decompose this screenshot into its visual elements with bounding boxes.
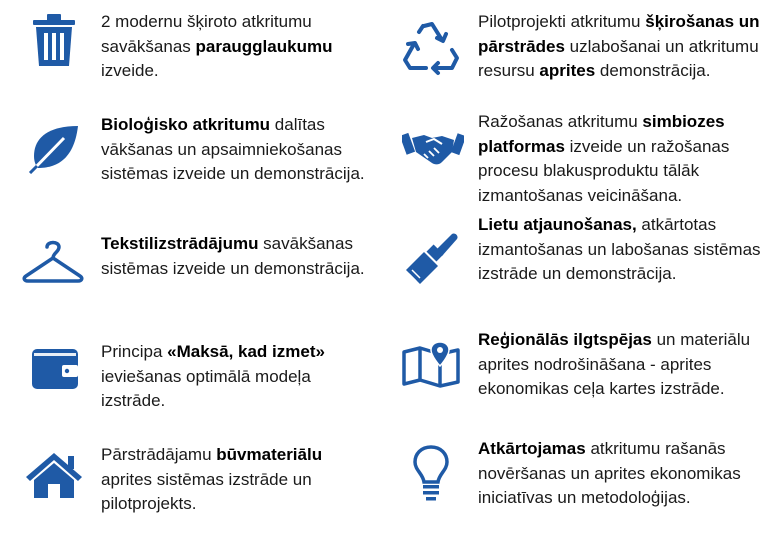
- map-pin-icon: [400, 340, 462, 388]
- text-part: uzlabošanai un atkritumu resursu: [478, 36, 759, 80]
- text-part-bold: Atkārtojamas: [478, 439, 586, 458]
- leaf-icon: [28, 124, 80, 174]
- handshake-icon: [402, 130, 464, 168]
- text-part-bold: «Maksā, kad izmet»: [167, 342, 325, 361]
- text-part: demonstrācija.: [595, 61, 711, 80]
- text-part: savākšanas sistēmas izveide un demonstrācija.: [101, 234, 365, 278]
- house-icon: [24, 450, 84, 500]
- text-part: izveide.: [101, 61, 159, 80]
- text-part: izveide un ražošanas procesu blakusproduktu tālāk izmantošanas veicināšana.: [478, 136, 730, 205]
- clothes-hanger-icon: [22, 238, 84, 284]
- text-part-bold: šķirošanas un pārstrādes: [478, 12, 760, 56]
- item-text: [478, 213, 778, 287]
- item-text: [478, 10, 778, 84]
- text-part: aprites sistēmas izstrāde un pilotprojekts.: [101, 469, 312, 513]
- item-text: [101, 443, 371, 517]
- text-part: Pilotprojekti atkritumu: [478, 12, 646, 31]
- item-text: [101, 232, 391, 281]
- text-part-bold: paraugglaukumu: [195, 36, 333, 56]
- text-part: Pārstrādājamu: [101, 445, 217, 464]
- paint-brush-icon: [402, 232, 460, 286]
- wallet-icon: [30, 347, 80, 391]
- text-part: dalītas vākšanas un apsaimniekošanas sistēmas izveide un demonstrācija.: [101, 115, 365, 183]
- text-part-bold: būvmateriālu: [216, 445, 323, 464]
- text-part-bold: Tekstilizstrādājumu: [101, 234, 259, 253]
- text-part: atkritumu rašanās novēršanas un aprites ekonomikas iniciatīvas un metodoloģijas.: [478, 439, 741, 507]
- item-text: [478, 110, 778, 208]
- text-part: Ražošanas atkritumu: [478, 112, 643, 131]
- text-part: Principa: [101, 342, 168, 361]
- light-bulb-icon: [412, 444, 450, 502]
- text-part-bold: aprites: [539, 61, 596, 80]
- text-part-bold: Reģionālās ilgtspējas: [478, 330, 652, 349]
- item-text: [101, 340, 371, 414]
- text-part-bold: simbiozes platformas: [478, 112, 725, 156]
- item-text: [478, 328, 778, 402]
- text-part: un materiālu aprites nodrošināšana - aprites ekonomikas ceļa kartes izstrāde.: [478, 330, 751, 398]
- text-part: 2 modernu šķiroto atkritumu savākšanas: [101, 12, 312, 56]
- text-part: atkārtotas izmantošanas un labošanas sistēmas izstrāde un demonstrācija.: [478, 215, 761, 283]
- text-part: ieviešanas optimālā modeļa izstrāde.: [101, 366, 311, 410]
- text-part-bold: Bioloģisko atkritumu: [101, 115, 271, 134]
- item-text: [478, 437, 778, 511]
- trash-bin-icon: [30, 12, 78, 68]
- item-text: [101, 10, 371, 84]
- recycle-icon: [402, 20, 460, 76]
- text-part-bold: Lietu atjaunošanas,: [478, 215, 637, 234]
- item-text: [101, 113, 381, 187]
